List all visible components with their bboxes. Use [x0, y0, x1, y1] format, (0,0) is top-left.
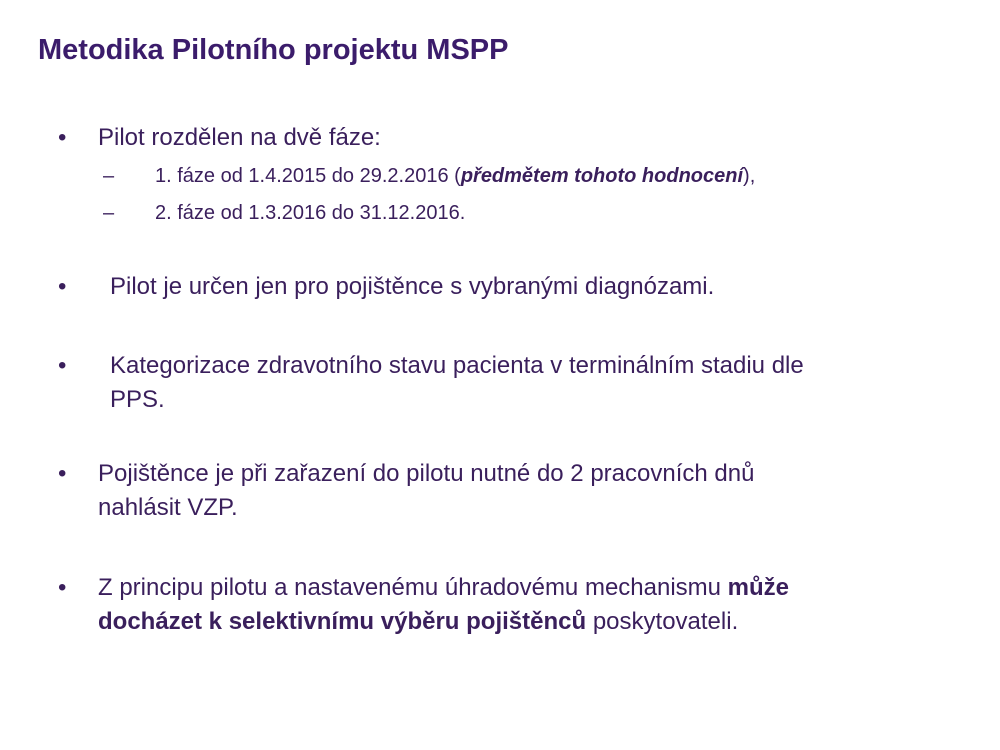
bullet-text: Pilot je určen jen pro pojištěnce s vybranými diagnózami. [110, 273, 715, 300]
slide-title: Metodika Pilotního projektu MSPP [38, 34, 509, 66]
bullet-dot-icon: • [58, 574, 67, 601]
bullet-text-line [98, 605, 738, 639]
sub-item-text: 2. fáze od 1.3.2016 do 31.12.2016. [155, 202, 466, 224]
sub-item-text [155, 162, 755, 190]
sub-item-suffix: ), [743, 165, 756, 187]
sub-item-emphasis: předmětem tohoto hodnocení [460, 165, 744, 187]
bullet-plain-text: poskytovateli. [586, 608, 739, 635]
bullet-text-line [98, 571, 789, 605]
bullet-text: Pilot rozdělen na dvě fáze: [98, 124, 381, 151]
bullet-bold-text: může [727, 574, 790, 601]
sub-item-prefix: 1. fáze od 1.4.2015 do 29.2.2016 ( [155, 165, 461, 187]
bullet-bold-text: docházet k selektivnímu výběru pojištěnců [98, 608, 587, 635]
bullet-text-line: PPS. [110, 386, 165, 413]
bullet-dot-icon: • [58, 352, 67, 379]
bullet-plain-text: Z principu pilotu a nastavenému úhradovému mechanismu [98, 574, 728, 601]
bullet-text-line: nahlásit VZP. [98, 494, 238, 521]
bullet-dot-icon: • [58, 460, 67, 487]
dash-icon: – [103, 165, 115, 187]
bullet-text-line: Kategorizace zdravotního stavu pacienta v terminálním stadiu dle [110, 352, 804, 379]
bullet-text-line: Pojištěnce je při zařazení do pilotu nutné do 2 pracovních dnů [98, 460, 755, 487]
bullet-dot-icon: • [58, 124, 67, 151]
dash-icon: – [103, 202, 115, 224]
bullet-dot-icon: • [58, 273, 67, 300]
